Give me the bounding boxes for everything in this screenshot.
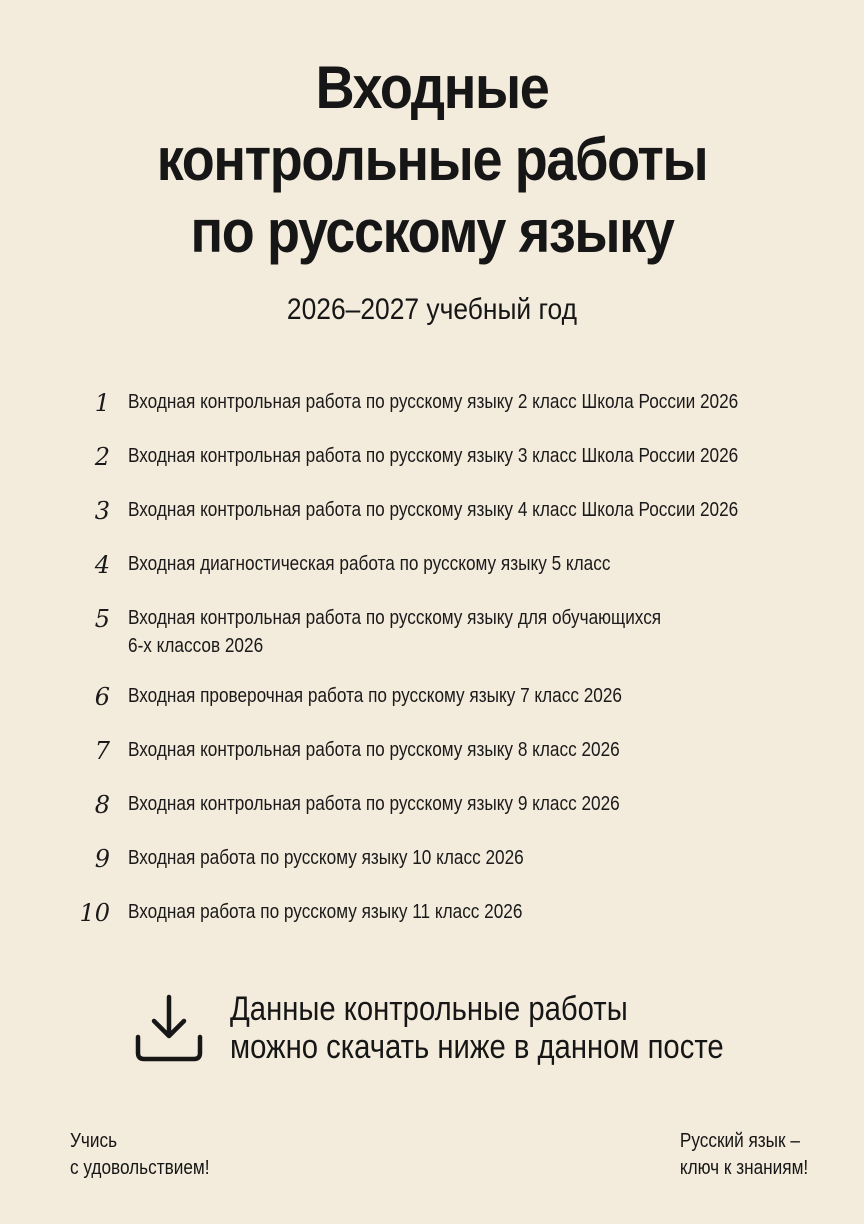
list-item[interactable] bbox=[70, 442, 830, 472]
item-number: 10 bbox=[79, 899, 110, 927]
list-item[interactable] bbox=[70, 496, 830, 526]
download-notice bbox=[132, 986, 772, 1070]
download-text: Данные контрольные работы можно скачать ниже в данном посте bbox=[230, 990, 724, 1066]
item-number: 3 bbox=[94, 497, 110, 525]
item-title: Входная контрольная работа по русскому языку 3 класс Школа России 2026 bbox=[128, 445, 739, 467]
item-number: 2 bbox=[94, 443, 110, 471]
works-list bbox=[70, 388, 830, 952]
footer-slogan-left: Учись с удовольствием! bbox=[70, 1130, 210, 1179]
item-number: 4 bbox=[94, 551, 110, 579]
item-title: Входная диагностическая работа по русскому языку 5 класс bbox=[128, 553, 611, 575]
item-number: 9 bbox=[94, 845, 110, 873]
footer-slogan-right: Русский язык – ключ к знаниям! bbox=[679, 1130, 808, 1179]
list-item[interactable] bbox=[70, 604, 830, 660]
list-item[interactable] bbox=[70, 790, 830, 820]
item-number: 7 bbox=[94, 737, 110, 765]
item-number: 6 bbox=[94, 683, 110, 711]
item-number: 5 bbox=[94, 605, 110, 633]
item-title: Входная контрольная работа по русскому языку 8 класс 2026 bbox=[128, 739, 620, 761]
download-icon bbox=[132, 991, 206, 1065]
title-line-3: по русскому языку bbox=[190, 198, 674, 265]
item-title: Входная работа по русскому языку 10 класс 2026 bbox=[128, 847, 524, 869]
list-item[interactable] bbox=[70, 844, 830, 874]
school-year-subtitle: 2026–2027 учебный год bbox=[286, 293, 578, 326]
list-item[interactable] bbox=[70, 388, 830, 418]
item-number: 8 bbox=[94, 791, 110, 819]
list-item[interactable] bbox=[70, 550, 830, 580]
item-title: Входная контрольная работа по русскому языку для обучающихся 6-х классов 2026 bbox=[128, 607, 662, 657]
page-title bbox=[43, 52, 821, 268]
list-item[interactable] bbox=[70, 736, 830, 766]
item-number: 1 bbox=[94, 389, 110, 417]
item-title: Входная проверочная работа по русскому языку 7 класс 2026 bbox=[128, 685, 622, 707]
item-title: Входная работа по русскому языку 11 класс 2026 bbox=[128, 901, 523, 923]
item-title: Входная контрольная работа по русскому языку 9 класс 2026 bbox=[128, 793, 620, 815]
item-title: Входная контрольная работа по русскому языку 2 класс Школа России 2026 bbox=[128, 391, 739, 413]
list-item[interactable] bbox=[70, 682, 830, 712]
title-line-1: Входные bbox=[315, 54, 549, 121]
list-item[interactable] bbox=[70, 898, 830, 928]
item-title: Входная контрольная работа по русскому языку 4 класс Школа России 2026 bbox=[128, 499, 739, 521]
title-line-2: контрольные работы bbox=[156, 126, 708, 193]
